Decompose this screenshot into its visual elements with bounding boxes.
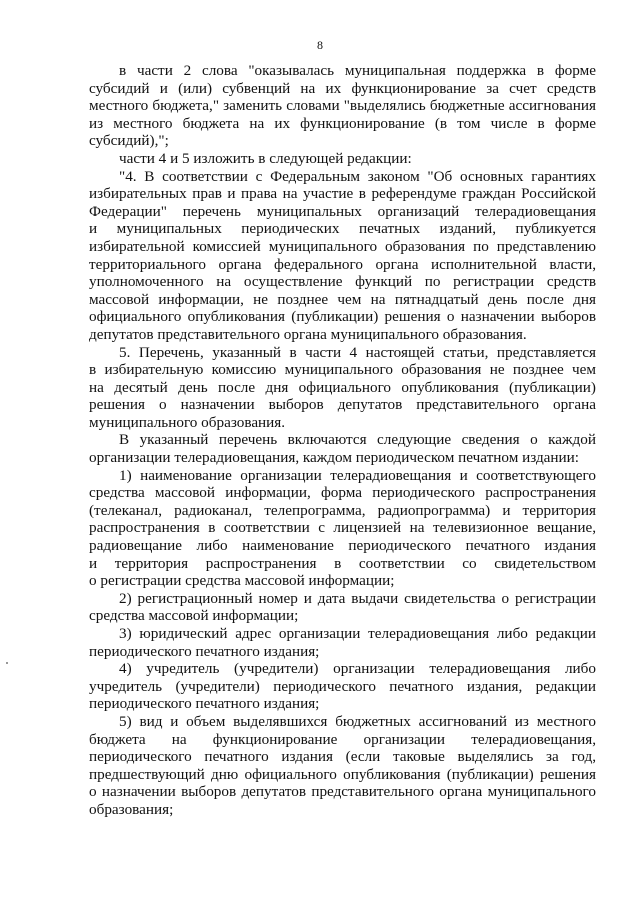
text-line: 2) регистрационный номер и дата выдачи свидетельства о регистрации: [119, 589, 596, 607]
text-line: и муниципальных периодических печатных изданий, публикуется: [89, 220, 596, 238]
text-line: субсидий и (или) субвенций на их функционирование за счет средств: [89, 79, 596, 97]
text-line: 5. Перечень, указанный в части 4 настоящей статьи, представляется: [119, 343, 596, 361]
text-line: периодического печатного издания;: [89, 695, 320, 713]
text-line: и территория распространения в соответствии со свидетельством: [89, 554, 596, 572]
text-line: местного бюджета," заменить словами "выделялись бюджетные ассигнования: [89, 97, 596, 115]
text-line: распространения в соответствии с лицензией на телевизионное вещание,: [89, 519, 596, 537]
text-line: из местного бюджета на их функционирование (в том числе в форме: [89, 114, 596, 132]
text-line: (телеканал, радиоканал, телепрограмма, радиопрограмма) и территория: [89, 501, 596, 519]
text-line: избирательных прав и права на участие в референдуме граждан Российской: [89, 185, 596, 203]
text-line: субсидий),";: [89, 132, 169, 150]
text-line: о регистрации средства массовой информации;: [89, 572, 395, 590]
document-body: [89, 62, 596, 819]
text-line: периодического печатного издания (если таковые выделялись за год,: [89, 748, 596, 766]
text-line: бюджета на функционирование организации телерадиовещания,: [89, 730, 596, 748]
text-line: массовой информации, не позднее чем на пятнадцатый день после дня: [89, 290, 596, 308]
text-line: депутатов представительного органа муниципального образования.: [89, 325, 527, 343]
text-line: периодического печатного издания;: [89, 642, 320, 660]
text-line: организации телерадиовещания, каждом периодическом печатном издании:: [89, 449, 580, 467]
text-line: В указанный перечень включаются следующие сведения о каждой: [119, 431, 596, 449]
text-line: официального опубликования (публикации) решения о назначении выборов: [89, 308, 596, 326]
text-line: о назначении выборов депутатов представительного органа муниципального: [89, 783, 596, 801]
text-line: средства массовой информации;: [89, 607, 299, 625]
text-line: в избирательную комиссию муниципального образования не позднее чем: [89, 361, 596, 379]
text-line: средства массовой информации, форма периодического распространения: [89, 484, 596, 502]
text-line: 5) вид и объем выделявшихся бюджетных ассигнований из местного: [119, 712, 596, 730]
text-line: уполномоченного на осуществление функций по регистрации средств: [89, 273, 596, 291]
scan-artifact: [6, 662, 8, 664]
text-line: 4) учредитель (учредители) организации телерадиовещания либо: [119, 660, 596, 678]
text-line: образования;: [89, 800, 174, 818]
text-line: 3) юридический адрес организации телерадиовещания либо редакции: [119, 625, 596, 642]
text-line: радиовещание либо наименование периодического печатного издания: [89, 537, 596, 555]
text-line: учредитель (учредители) периодического печатного издания, редакции: [89, 677, 596, 695]
text-line: решения о назначении выборов депутатов представительного органа: [89, 396, 596, 414]
text-line: "4. В соответствии с Федеральным законом "Об основных гарантиях: [119, 167, 596, 185]
text-line: в части 2 слова "оказывалась муниципальная поддержка в форме: [119, 62, 596, 79]
text-line: Федерации" перечень муниципальных организаций телерадиовещания: [89, 202, 596, 220]
text-line: 1) наименование организации телерадиовещания и соответствующего: [119, 466, 596, 484]
text-line: части 4 и 5 изложить в следующей редакции:: [119, 149, 412, 167]
text-line: на десятый день после дня официального опубликования (публикации): [89, 378, 596, 396]
text-line: муниципального образования.: [89, 413, 286, 431]
page-number: 8: [317, 38, 323, 52]
text-line: избирательной комиссией муниципального образования по представлению: [89, 237, 596, 255]
text-line: предшествующий дню официального опубликования (публикации) решения: [89, 765, 596, 783]
text-line: территориального органа федерального органа исполнительной власти,: [89, 255, 596, 273]
